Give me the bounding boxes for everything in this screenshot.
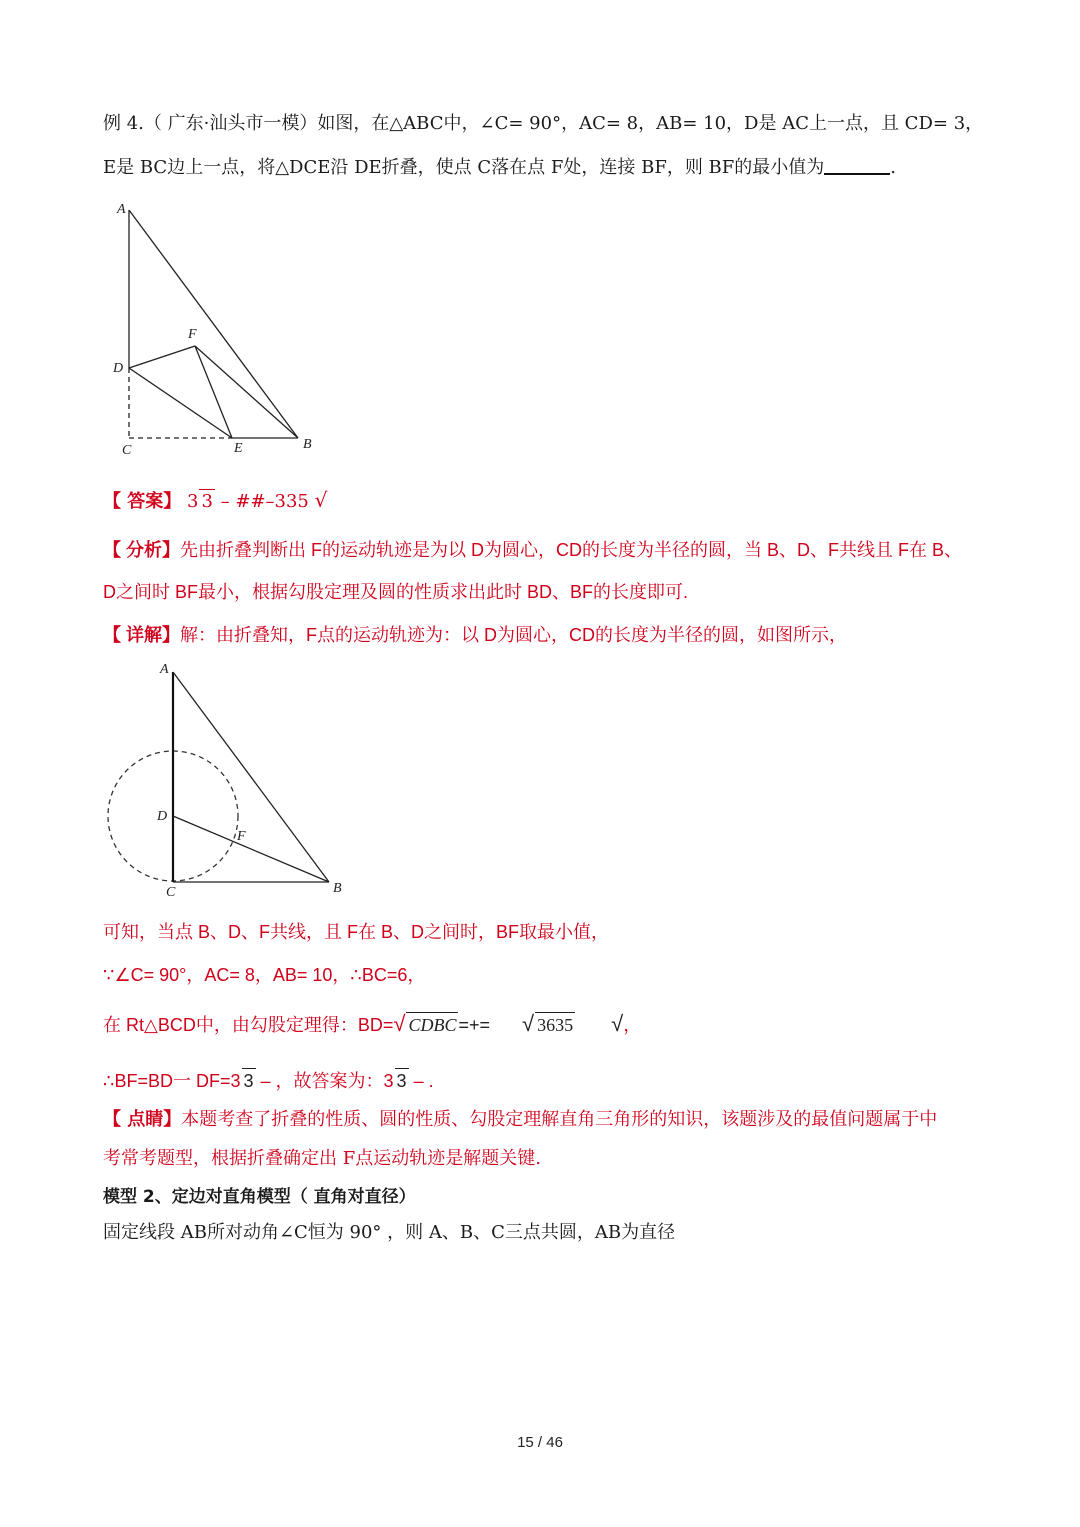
problem-line-2-end: . [890, 157, 896, 178]
solution-line-1: 可知，当点 B、D、F共线，且 F在 B、D之间时，BF取最小值， [103, 922, 610, 942]
model-title: 模型 2、定边对直角模型（ 直角对直径） [103, 1187, 416, 1207]
fig1-label-e: E [234, 441, 243, 456]
sqrt-icon: √ [314, 488, 328, 512]
detail-line-1 [103, 623, 847, 647]
comment-tag: 【 点睛】 [103, 1109, 182, 1130]
problem-line-2 [103, 155, 896, 180]
fig2-label-d: D [157, 809, 168, 824]
fig1-label-b: B [303, 437, 312, 452]
bf-sqrt-value: 3 [242, 1068, 256, 1093]
bd-sqrt-value: 3635 [535, 1012, 575, 1037]
answer-value: 3 [187, 491, 199, 512]
bd-sqrt-term: CDBC [406, 1012, 458, 1037]
answer-sqrt: 3 [201, 491, 213, 512]
solution-line-3 [103, 1012, 641, 1037]
fig1-label-d: D [113, 361, 124, 376]
detail-text-1: 解：由折叠知，F点的运动轨迹为：以 D为圆心，CD的长度为半径的圆，如图所示， [180, 625, 848, 645]
sqrt-icon: √ [522, 1011, 535, 1036]
figure-circle-trajectory [100, 656, 360, 904]
figure-folding-triangle [108, 196, 328, 468]
bd-formula-label: 在 Rt△BCD中，由勾股定理得：BD= [103, 1015, 394, 1035]
analysis-tag: 【 分析】 [103, 540, 181, 560]
bf-formula-label: ∴BF=BD一 DF=3 [103, 1071, 241, 1091]
problem-line-1: 例 4.（ 广东·汕头市一模）如图，在△ABC中，∠C= 90°，AC= 8，AB= 10，D是 AC上一点，且 CD= 3， [103, 113, 984, 134]
comment-line-2: 考常考题型，根据折叠确定出 F点运动轨迹是解题关键. [103, 1148, 541, 1169]
bf-mid: – ，故答案为：3 [255, 1071, 394, 1091]
analysis-line-1 [103, 538, 962, 562]
detail-tag: 【 详解】 [103, 625, 181, 645]
analysis-line-2: D之间时 BF最小，根据勾股定理及圆的性质求出此时 BD、BF的长度即可. [103, 582, 689, 602]
answer-mid: – ##–335 [214, 491, 309, 512]
comment-line-1 [103, 1108, 937, 1132]
fig2-label-b: B [333, 881, 342, 896]
final-answer-sqrt: 3 [395, 1068, 409, 1093]
solution-line-4-end: – . [408, 1071, 434, 1091]
page-number: 15 / 46 [517, 1434, 563, 1451]
comment-text-1: 本题考查了折叠的性质、圆的性质、勾股定理解直角三角形的知识，该题涉及的最值问题属于中 [181, 1109, 938, 1130]
answer-line [103, 488, 327, 514]
analysis-text-1: 先由折叠判断出 F的运动轨迹是为以 D为圆心，CD的长度为半径的圆，当 B、D、F共线且 F在 B、 [180, 540, 963, 560]
solution-line-4 [103, 1068, 434, 1093]
sqrt-icon: √ [393, 1011, 406, 1036]
answer-blank [824, 155, 890, 175]
model-text: 固定线段 AB所对动角∠C恒为 90° ，则 A、B、C三点共圆，AB为直径 [103, 1222, 676, 1243]
problem-line-2-text: E是 BC边上一点，将△DCE沿 DE折叠，使点 C落在点 F处，连接 BF，则 BF的最小值为 [103, 157, 825, 178]
answer-tag: 【 答案】 [103, 491, 182, 512]
fig1-label-a: A [117, 202, 126, 217]
fig1-label-c: C [122, 443, 132, 458]
sqrt-icon: √ [611, 1011, 624, 1036]
fig1-label-f: F [188, 327, 197, 342]
fig2-label-c: C [166, 885, 176, 900]
fig2-label-f: F [237, 829, 246, 844]
fig2-label-a: A [160, 662, 169, 677]
bd-equals: =+= [458, 1015, 491, 1035]
solution-line-3-end: ， [623, 1015, 642, 1035]
solution-line-2: ∵∠C= 90°，AC= 8，AB= 10，∴BC=6， [103, 965, 426, 985]
